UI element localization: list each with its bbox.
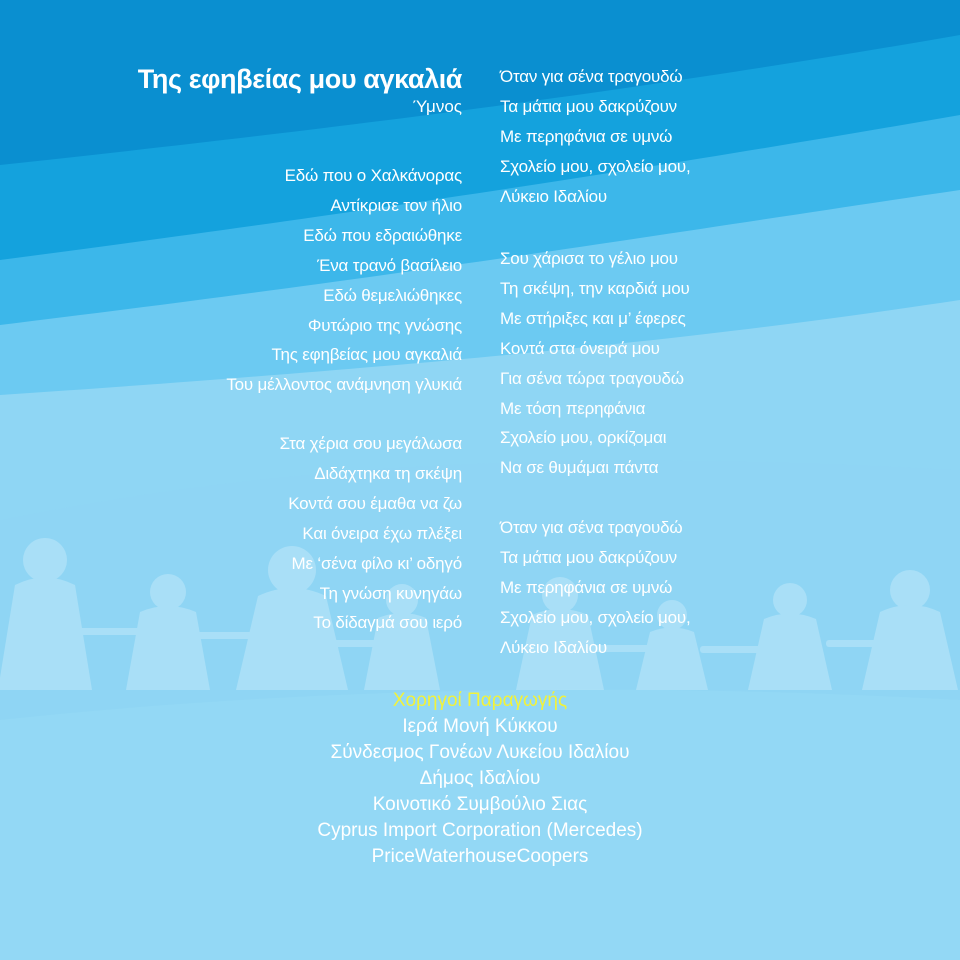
- lyric-line: Σχολείο μου, σχολείο μου,: [500, 607, 691, 627]
- lyric-line: Τη σκέψη, την καρδιά μου: [500, 278, 690, 298]
- sponsor-item: Δήμος Ιδαλίου: [419, 768, 541, 789]
- left-stanza-1: [226, 161, 462, 400]
- sponsor-item: Cyprus Import Corporation (Mercedes): [317, 820, 643, 841]
- lyric-line: Σχολείο μου, ορκίζομαι: [500, 428, 667, 448]
- lyric-line: Αντίκρισε τον ήλιο: [330, 195, 462, 215]
- lyric-line: Το δίδαγμά σου ιερό: [313, 613, 462, 633]
- lyric-line: Λύκειο Ιδαλίου: [500, 186, 607, 206]
- lyric-line: Της εφηβείας μου αγκαλιά: [271, 345, 462, 365]
- lyric-line: Εδώ θεμελιώθηκες: [323, 285, 462, 305]
- lyric-line: Λύκειο Ιδαλίου: [500, 637, 607, 657]
- lyric-line: Φυτώριο της γνώσης: [307, 315, 462, 335]
- lyric-line: Κοντά σου έμαθα να ζω: [288, 493, 462, 513]
- lyric-line: Όταν για σένα τραγουδώ: [500, 518, 683, 537]
- lyric-line: Στα χέρια σου μεγάλωσα: [279, 434, 462, 453]
- lyric-line: Τη γνώση κυνηγάω: [319, 583, 462, 603]
- right-stanza: [500, 244, 690, 483]
- lyric-line: Με περηφάνια σε υμνώ: [500, 577, 673, 597]
- song-subtitle: Ύμνος: [412, 97, 462, 116]
- left-stanza-2: [280, 429, 462, 638]
- lyric-line: Κοντά στα όνειρά μου: [500, 338, 660, 358]
- lyric-line: Του μέλλοντος ανάμνηση γλυκιά: [226, 375, 462, 395]
- lyric-line: Για σένα τώρα τραγουδώ: [500, 368, 684, 388]
- sponsor-item: Κοινοτικό Συμβούλιο Σιας: [372, 794, 588, 815]
- lyric-line: Σου χάρισα το γέλιο μου: [500, 249, 678, 268]
- lyric-line: Ένα τρανό βασίλειο: [317, 255, 462, 275]
- lyric-line: Εδώ που εδραιώθηκε: [303, 225, 462, 245]
- song-header: [138, 62, 462, 118]
- lyric-line: Με τόση περηφάνια: [500, 398, 646, 418]
- lyric-line: Τα μάτια μου δακρύζουν: [500, 96, 677, 116]
- lyric-line: Εδώ που ο Χαλκάνορας: [284, 166, 462, 185]
- lyric-line: Και όνειρα έχω πλέξει: [302, 523, 462, 543]
- lyric-line: Με ‘σένα φίλο κι’ οδηγό: [291, 553, 462, 573]
- lyric-line: Με περηφάνια σε υμνώ: [500, 126, 673, 146]
- right-chorus-1: [500, 62, 691, 212]
- sponsors-section: [0, 688, 960, 870]
- lyric-line: Να σε θυμάμαι πάντα: [500, 458, 659, 478]
- sponsor-item: PriceWaterhouseCoopers: [371, 846, 589, 867]
- lyric-line: Διδάχτηκα τη σκέψη: [314, 463, 462, 483]
- sponsor-item: Σύνδεσμος Γονέων Λυκείου Ιδαλίου: [330, 742, 630, 763]
- sponsor-item: Ιερά Μονή Κύκκου: [402, 716, 558, 737]
- lyric-line: Όταν για σένα τραγουδώ: [500, 67, 683, 86]
- lyric-line: Τα μάτια μου δακρύζουν: [500, 547, 677, 567]
- song-title: Της εφηβείας μου αγκαλιά: [137, 64, 462, 94]
- right-chorus-2: [500, 513, 691, 663]
- lyric-line: Σχολείο μου, σχολείο μου,: [500, 156, 691, 176]
- lyric-line: Με στήριξες και μ’ έφερες: [500, 308, 686, 328]
- sponsors-heading: Χορηγοί Παραγωγής: [392, 690, 568, 711]
